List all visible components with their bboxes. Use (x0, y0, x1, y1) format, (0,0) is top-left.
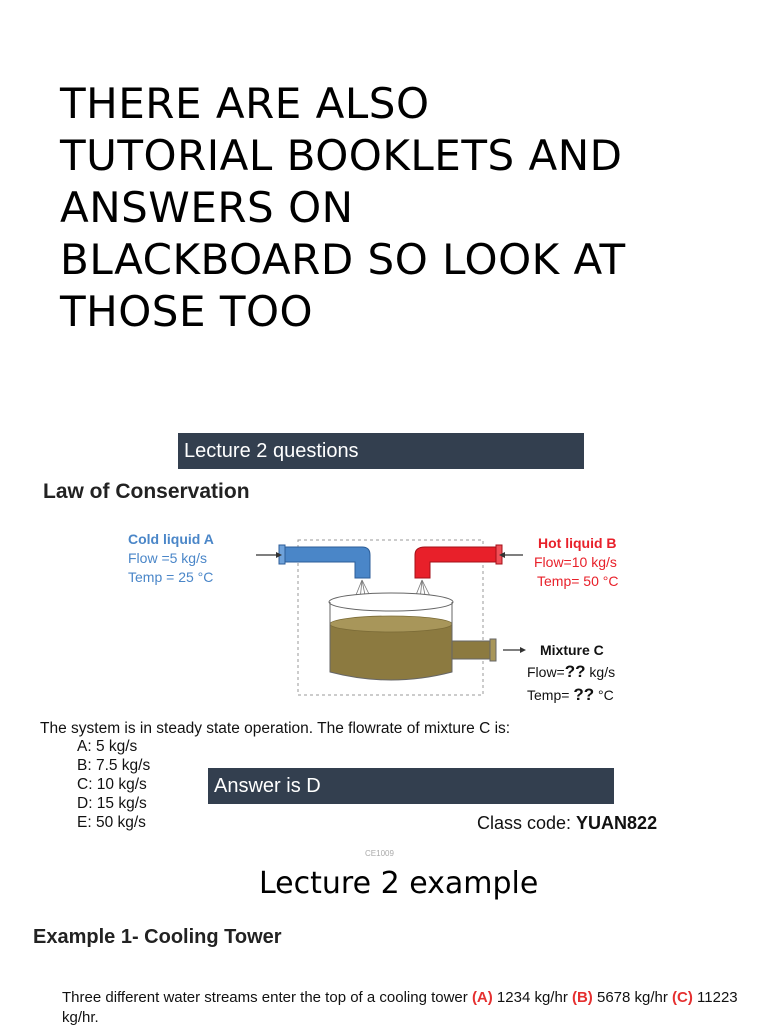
hot-liquid-flow: Flow=10 kg/s (534, 554, 617, 570)
page-title (60, 78, 750, 338)
title-line: BLACKBOARD SO LOOK AT (60, 235, 626, 284)
stream-value-c: 11223 kg/hr. (62, 989, 738, 1026)
title-line: TUTORIAL BOOKLETS AND (60, 131, 623, 180)
liquid-surface (330, 616, 452, 632)
option-item: A: 5 kg/s (77, 738, 138, 755)
title-line: THOSE TOO (60, 287, 314, 336)
cold-liquid-temp: Temp = 25 °C (128, 569, 214, 585)
stream-marker-c: (C) (672, 989, 693, 1006)
answer-label: Answer is D (214, 774, 321, 797)
example-text-intro: Three different water streams enter the top of a cooling tower (62, 989, 472, 1006)
class-code (477, 813, 657, 834)
cold-liquid-name: Cold liquid A (128, 531, 214, 547)
mixture-flow-unknown: ?? (564, 662, 586, 681)
outlet-pipe (452, 641, 492, 659)
mixture-temp-suffix: °C (594, 687, 614, 703)
option-item: B: 7.5 kg/s (77, 757, 151, 774)
answer-options (77, 737, 150, 832)
mixture-flow-prefix: Flow= (527, 664, 565, 680)
option-item: E: 50 kg/s (77, 814, 146, 831)
lecture2-example-title: Lecture 2 example (259, 866, 539, 901)
cold-liquid-flow: Flow =5 kg/s (128, 550, 207, 566)
stream-value-a: 1234 kg/hr (492, 989, 572, 1006)
mixture-flow (527, 662, 615, 681)
mixture-flow-suffix: kg/s (585, 664, 616, 680)
option-item: C: 10 kg/s (77, 776, 147, 793)
banner-label: Lecture 2 questions (184, 439, 359, 462)
example-heading: Example 1- Cooling Tower (33, 926, 282, 948)
hot-pipe (415, 547, 498, 578)
slide-heading: Law of Conservation (43, 480, 250, 503)
title-line: THERE ARE ALSO (60, 79, 430, 128)
class-code-prefix: Class code: (477, 813, 577, 833)
stream-marker-b: (B) (571, 989, 593, 1006)
hot-liquid-temp: Temp= 50 °C (537, 573, 619, 589)
tank-top (329, 593, 453, 611)
hot-liquid-name: Hot liquid B (538, 535, 617, 551)
question-text: The system is in steady state operation. The flowrate of mixture C is: (40, 720, 511, 737)
option-item: D: 15 kg/s (77, 795, 147, 812)
mixture-temp (527, 685, 614, 704)
cold-pipe (283, 547, 370, 578)
stream-value-b: 5678 kg/hr (592, 989, 673, 1006)
mixture-temp-unknown: ?? (573, 685, 595, 704)
answer-banner (208, 768, 614, 804)
title-line: ANSWERS ON (60, 183, 354, 232)
stream-marker-a: (A) (471, 989, 493, 1006)
class-code-value: YUAN822 (576, 813, 658, 833)
example-text (62, 988, 762, 1028)
outlet-pipe-end (490, 639, 496, 661)
mixture-temp-prefix: Temp= (527, 687, 574, 703)
tank-liquid (330, 624, 452, 680)
mixture-name: Mixture C (540, 642, 604, 658)
slide-footer-tag: CE1009 (365, 849, 394, 858)
lecture2-questions-banner (178, 433, 584, 469)
